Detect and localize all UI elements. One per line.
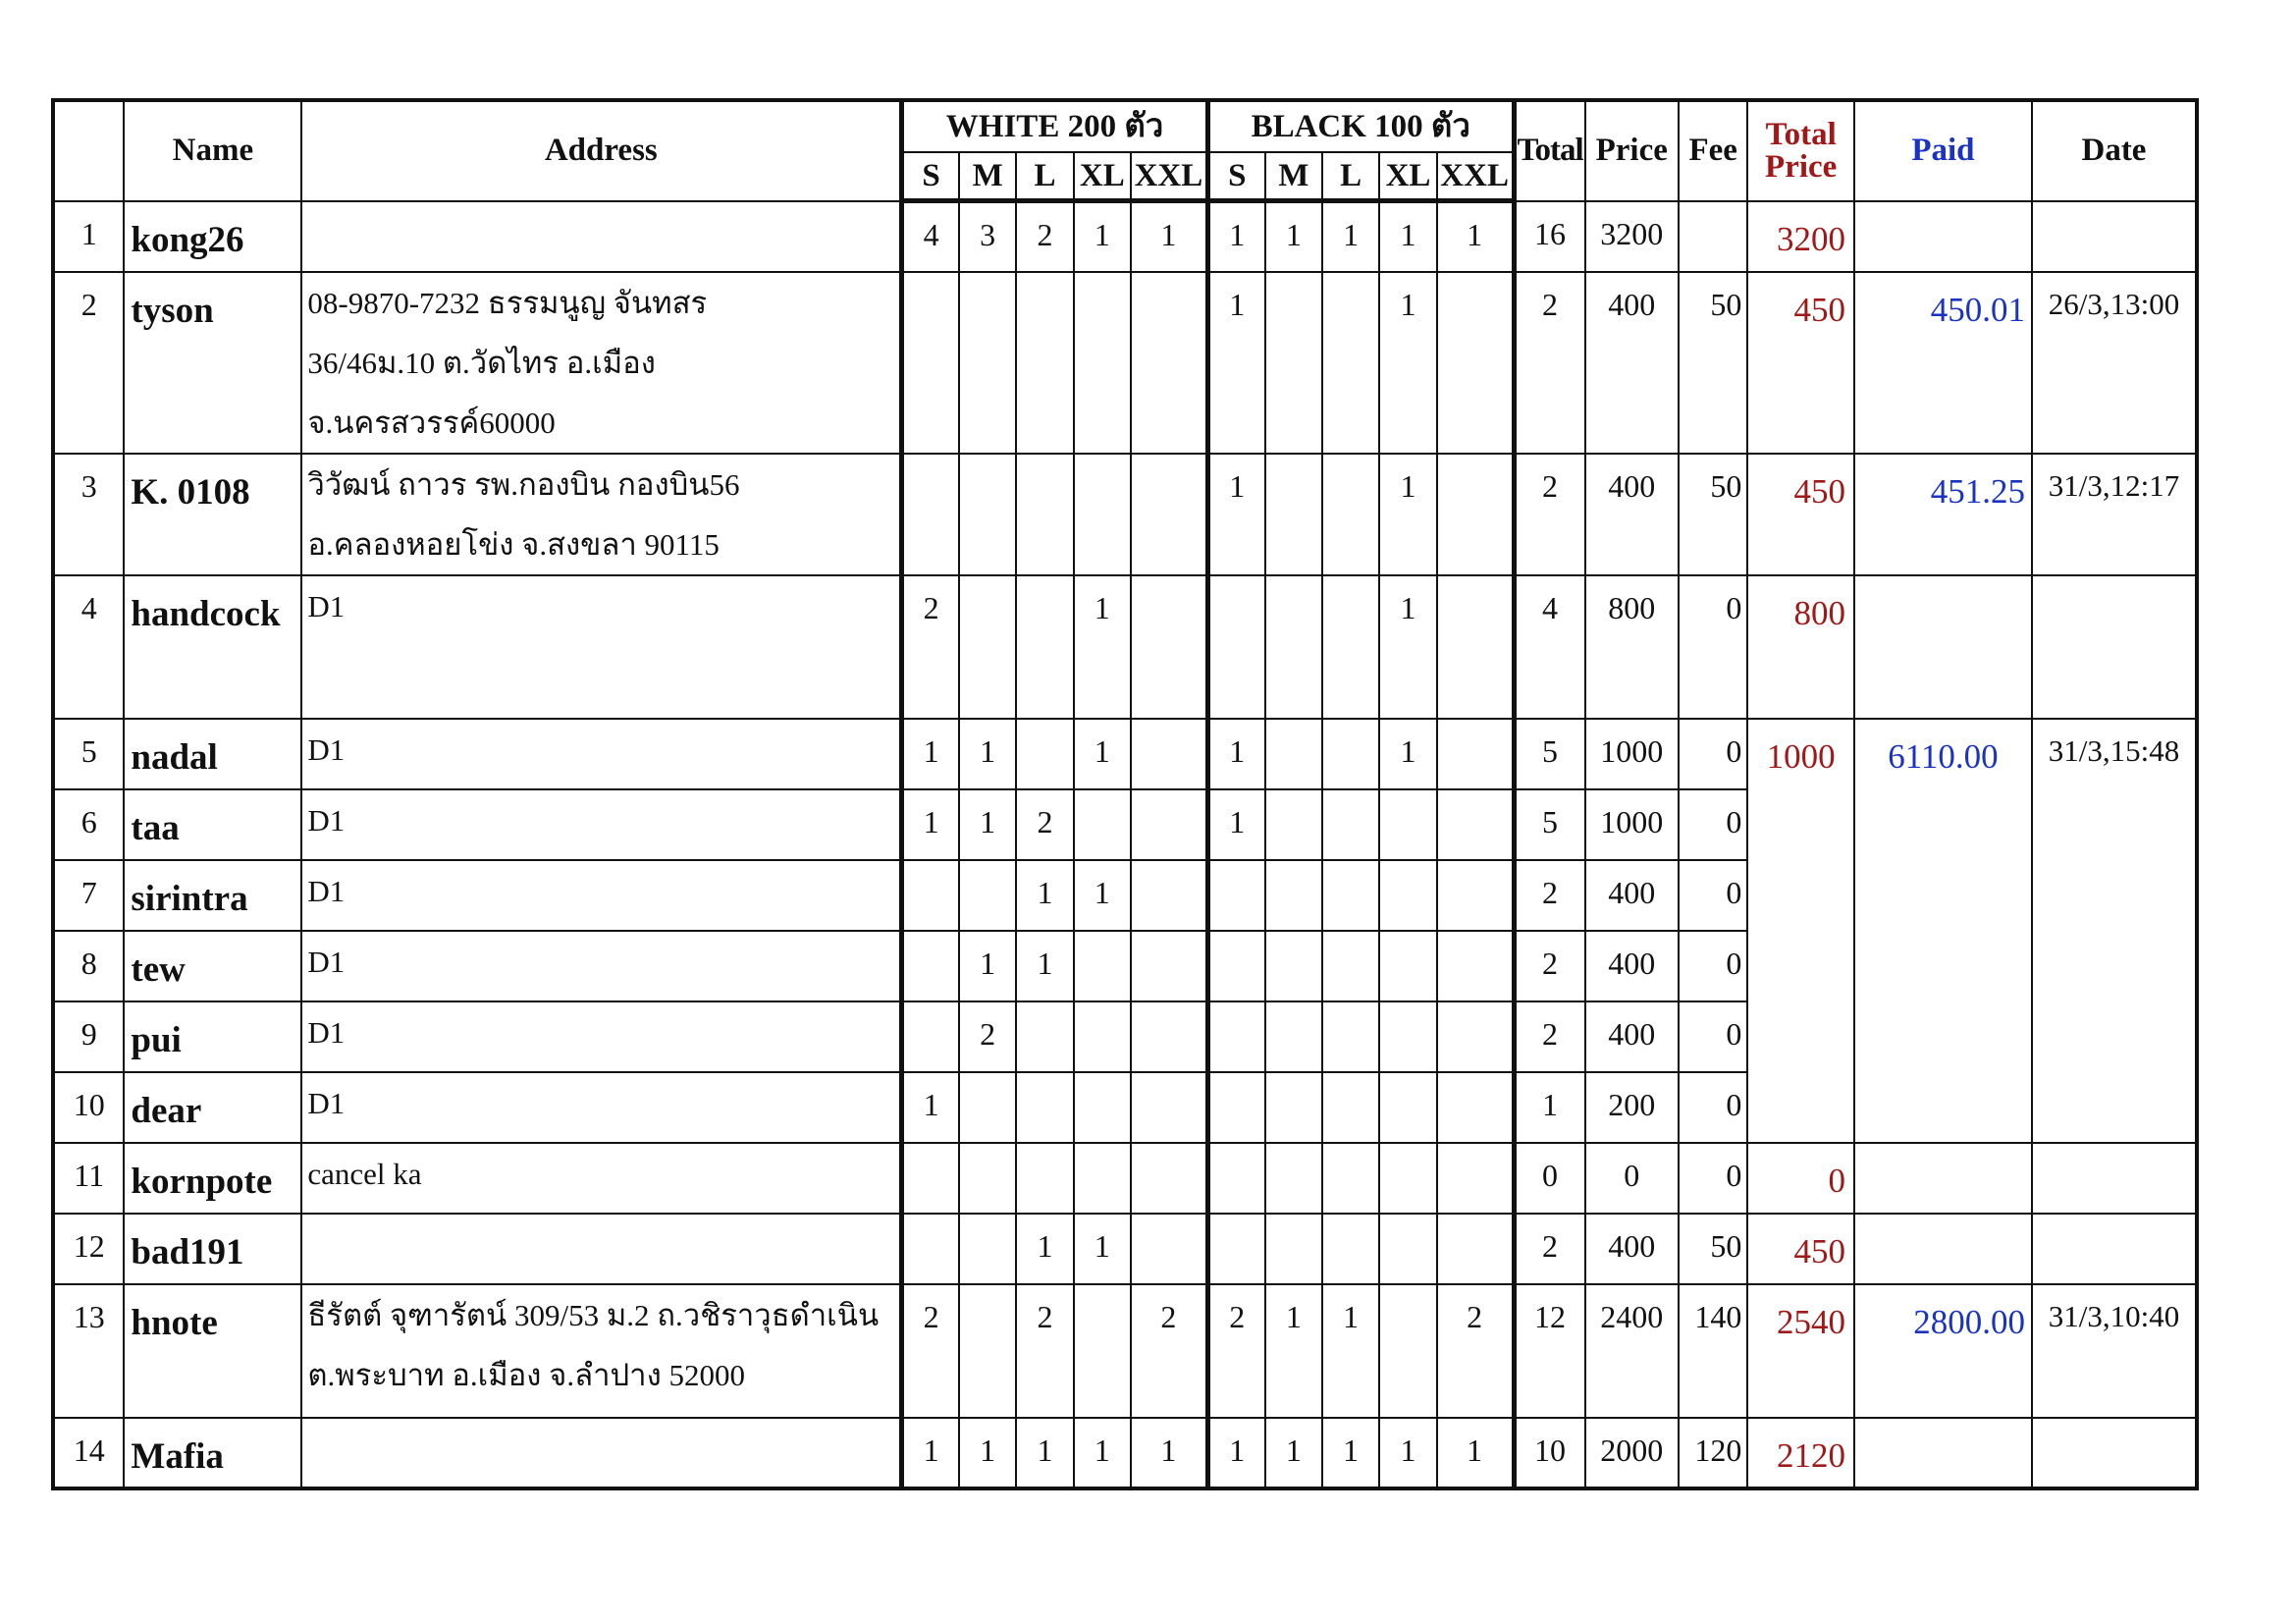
white-qty-m: [959, 1284, 1016, 1418]
black-qty-xl: 1: [1379, 575, 1436, 719]
black-qty-m: [1265, 1143, 1322, 1214]
white-qty-s: 1: [902, 1072, 959, 1143]
customer-address: [301, 272, 901, 454]
white-qty-xxl: 1: [1131, 1418, 1207, 1488]
white-qty-l: [1016, 1001, 1073, 1072]
row-fee: 0: [1679, 575, 1747, 719]
row-number: 14: [53, 1418, 124, 1488]
row-fee: 140: [1679, 1284, 1747, 1418]
black-qty-s: 1: [1207, 201, 1264, 272]
customer-address: [301, 1214, 901, 1284]
black-qty-xl: [1379, 1072, 1436, 1143]
row-fee: 50: [1679, 454, 1747, 575]
header-black-size-l: L: [1322, 152, 1379, 201]
header-black-group: BLACK 100 ตัว: [1207, 100, 1514, 152]
black-qty-xxl: [1437, 1072, 1514, 1143]
black-qty-l: [1322, 1143, 1379, 1214]
address-line: วิวัฒน์ ถาวร รพ.กองบิน กองบิน56: [307, 466, 740, 502]
paid-amount: [1854, 1143, 2032, 1214]
table-row: [53, 201, 2197, 272]
row-total: 5: [1514, 719, 1584, 789]
row-total: 1: [1514, 1072, 1584, 1143]
customer-name: taa: [124, 789, 301, 860]
customer-name: kornpote: [124, 1143, 301, 1214]
black-qty-s: 1: [1207, 1418, 1264, 1488]
row-total: 16: [1514, 201, 1584, 272]
white-qty-xxl: [1131, 931, 1207, 1001]
row-fee: 50: [1679, 272, 1747, 454]
paid-amount: 450.01: [1854, 272, 2032, 454]
black-qty-m: [1265, 789, 1322, 860]
payment-date: [2032, 1143, 2197, 1214]
black-qty-xxl: 1: [1437, 201, 1514, 272]
white-qty-l: [1016, 719, 1073, 789]
row-price: 3200: [1585, 201, 1680, 272]
black-qty-xl: [1379, 931, 1436, 1001]
white-qty-xxl: [1131, 1143, 1207, 1214]
black-qty-xxl: [1437, 719, 1514, 789]
white-qty-s: 4: [902, 201, 959, 272]
total-price: 450: [1747, 272, 1854, 454]
customer-address: [301, 575, 901, 719]
payment-date: [2032, 1418, 2197, 1488]
address-line: D1: [307, 731, 346, 767]
payment-date: 31/3,12:17: [2032, 454, 2197, 575]
row-price: 400: [1585, 860, 1680, 931]
row-number: 6: [53, 789, 124, 860]
white-qty-m: [959, 1143, 1016, 1214]
black-qty-m: [1265, 931, 1322, 1001]
header-paid: Paid: [1854, 100, 2032, 201]
customer-address: [301, 1418, 901, 1488]
row-number: 11: [53, 1143, 124, 1214]
white-qty-l: [1016, 1072, 1073, 1143]
white-qty-xl: 1: [1074, 201, 1131, 272]
address-line: D1: [307, 588, 346, 623]
black-qty-m: [1265, 575, 1322, 719]
customer-address: [301, 201, 901, 272]
black-qty-s: [1207, 1001, 1264, 1072]
customer-address: [301, 719, 901, 789]
row-number: 9: [53, 1001, 124, 1072]
black-qty-xl: [1379, 1214, 1436, 1284]
address-line: ต.พระบาท อ.เมือง จ.ลำปาง 52000: [307, 1357, 745, 1392]
table-row: [53, 1214, 2197, 1284]
header-name: Name: [124, 100, 301, 201]
black-qty-s: 1: [1207, 272, 1264, 454]
row-fee: 0: [1679, 719, 1747, 789]
order-sheet: [51, 98, 2199, 1490]
white-qty-xxl: 2: [1131, 1284, 1207, 1418]
white-qty-s: [902, 860, 959, 931]
white-qty-xxl: [1131, 454, 1207, 575]
address-line: ธีรัตต์ จุฑารัตน์ 309/53 ม.2 ถ.วชิราวุธดำเนิน: [307, 1297, 880, 1332]
paid-amount: 6110.00: [1854, 719, 2032, 1143]
payment-date: [2032, 575, 2197, 719]
white-qty-m: [959, 1214, 1016, 1284]
row-price: 400: [1585, 1214, 1680, 1284]
row-price: 1000: [1585, 789, 1680, 860]
black-qty-xxl: [1437, 860, 1514, 931]
table-row: [53, 1284, 2197, 1418]
row-fee: 0: [1679, 1143, 1747, 1214]
black-qty-xl: 1: [1379, 272, 1436, 454]
white-qty-xl: [1074, 1072, 1131, 1143]
white-qty-s: [902, 1214, 959, 1284]
total-price: 0: [1747, 1143, 1854, 1214]
white-qty-m: [959, 454, 1016, 575]
row-price: 2400: [1585, 1284, 1680, 1418]
black-qty-xl: [1379, 1001, 1436, 1072]
black-qty-l: [1322, 1072, 1379, 1143]
black-qty-l: 1: [1322, 1284, 1379, 1418]
header-white-group: WHITE 200 ตัว: [902, 100, 1208, 152]
black-qty-l: [1322, 454, 1379, 575]
row-total: 10: [1514, 1418, 1584, 1488]
white-qty-xxl: [1131, 1072, 1207, 1143]
address-line: D1: [307, 873, 346, 908]
black-qty-l: [1322, 860, 1379, 931]
white-qty-xxl: [1131, 1001, 1207, 1072]
customer-name: bad191: [124, 1214, 301, 1284]
white-qty-s: [902, 1143, 959, 1214]
row-total: 2: [1514, 860, 1584, 931]
address-line: 08-9870-7232 ธรรมนูญ จันทสร: [307, 285, 708, 320]
row-price: 0: [1585, 1143, 1680, 1214]
row-fee: 0: [1679, 1072, 1747, 1143]
row-number: 1: [53, 201, 124, 272]
customer-name: pui: [124, 1001, 301, 1072]
row-price: 800: [1585, 575, 1680, 719]
row-fee: [1679, 201, 1747, 272]
black-qty-l: [1322, 272, 1379, 454]
header-total: Total: [1514, 100, 1584, 201]
black-qty-s: 1: [1207, 454, 1264, 575]
customer-address: [301, 931, 901, 1001]
white-qty-s: [902, 454, 959, 575]
row-total: 5: [1514, 789, 1584, 860]
row-total: 0: [1514, 1143, 1584, 1214]
customer-address: [301, 454, 901, 575]
customer-name: hnote: [124, 1284, 301, 1418]
black-qty-m: [1265, 719, 1322, 789]
address-line: D1: [307, 802, 346, 838]
row-fee: 120: [1679, 1418, 1747, 1488]
table-row: [53, 575, 2197, 719]
black-qty-xl: [1379, 1143, 1436, 1214]
white-qty-m: 1: [959, 719, 1016, 789]
black-qty-s: 1: [1207, 789, 1264, 860]
customer-name: sirintra: [124, 860, 301, 931]
black-qty-l: [1322, 575, 1379, 719]
payment-date: [2032, 201, 2197, 272]
row-total: 2: [1514, 1214, 1584, 1284]
row-fee: 0: [1679, 789, 1747, 860]
header-black-size-m: M: [1265, 152, 1322, 201]
black-qty-xxl: [1437, 1143, 1514, 1214]
black-qty-l: [1322, 719, 1379, 789]
black-qty-xxl: [1437, 1001, 1514, 1072]
header-date: Date: [2032, 100, 2197, 201]
customer-address: [301, 1001, 901, 1072]
white-qty-m: [959, 860, 1016, 931]
table-row: [53, 272, 2197, 454]
black-qty-xl: [1379, 789, 1436, 860]
black-qty-m: [1265, 272, 1322, 454]
row-total: 2: [1514, 1001, 1584, 1072]
header-white-size-m: M: [959, 152, 1016, 201]
customer-name: dear: [124, 1072, 301, 1143]
address-line: D1: [307, 944, 346, 979]
header-white-size-s: S: [902, 152, 959, 201]
white-qty-m: 1: [959, 931, 1016, 1001]
white-qty-xl: 1: [1074, 1214, 1131, 1284]
header-total-price: Total Price: [1747, 100, 1854, 201]
black-qty-xl: [1379, 860, 1436, 931]
row-number: 3: [53, 454, 124, 575]
white-qty-xxl: [1131, 272, 1207, 454]
header-rows: [53, 100, 2197, 201]
black-qty-xxl: 2: [1437, 1284, 1514, 1418]
black-qty-m: 1: [1265, 1284, 1322, 1418]
address-line: 36/46ม.10 ต.วัดไทร อ.เมือง: [307, 345, 656, 380]
payment-date: 31/3,10:40: [2032, 1284, 2197, 1418]
white-qty-xxl: [1131, 860, 1207, 931]
row-number: 10: [53, 1072, 124, 1143]
white-qty-l: 1: [1016, 931, 1073, 1001]
black-qty-m: 1: [1265, 201, 1322, 272]
black-qty-xxl: 1: [1437, 1418, 1514, 1488]
white-qty-s: 1: [902, 789, 959, 860]
row-price: 400: [1585, 272, 1680, 454]
header-black-size-xxl: XXL: [1437, 152, 1514, 201]
row-fee: 50: [1679, 1214, 1747, 1284]
table-row: [53, 454, 2197, 575]
customer-name: Mafia: [124, 1418, 301, 1488]
white-qty-s: [902, 1001, 959, 1072]
header-index: [53, 100, 124, 201]
total-price: 1000: [1747, 719, 1854, 1143]
black-qty-s: [1207, 860, 1264, 931]
black-qty-l: 1: [1322, 1418, 1379, 1488]
black-qty-m: 1: [1265, 1418, 1322, 1488]
black-qty-m: [1265, 1001, 1322, 1072]
payment-date: 26/3,13:00: [2032, 272, 2197, 454]
customer-name: kong26: [124, 201, 301, 272]
header-address: Address: [301, 100, 901, 201]
black-qty-m: [1265, 860, 1322, 931]
black-qty-l: [1322, 931, 1379, 1001]
white-qty-m: 2: [959, 1001, 1016, 1072]
row-total: 12: [1514, 1284, 1584, 1418]
address-line: D1: [307, 1014, 346, 1050]
row-fee: 0: [1679, 860, 1747, 931]
white-qty-xl: 1: [1074, 1418, 1131, 1488]
white-qty-s: 1: [902, 1418, 959, 1488]
payment-date: [2032, 1214, 2197, 1284]
total-price: 450: [1747, 454, 1854, 575]
row-price: 400: [1585, 931, 1680, 1001]
black-qty-s: 2: [1207, 1284, 1264, 1418]
row-total: 2: [1514, 931, 1584, 1001]
paid-amount: [1854, 1418, 2032, 1488]
paid-amount: 2800.00: [1854, 1284, 2032, 1418]
black-qty-xxl: [1437, 454, 1514, 575]
black-qty-xl: [1379, 1284, 1436, 1418]
black-qty-s: 1: [1207, 719, 1264, 789]
address-line: cancel ka: [307, 1156, 422, 1191]
row-number: 8: [53, 931, 124, 1001]
black-qty-s: [1207, 1072, 1264, 1143]
customer-name: nadal: [124, 719, 301, 789]
white-qty-l: 2: [1016, 1284, 1073, 1418]
black-qty-s: [1207, 931, 1264, 1001]
header-white-size-xxl: XXL: [1131, 152, 1207, 201]
white-qty-l: 1: [1016, 860, 1073, 931]
table-row: [53, 719, 2197, 789]
white-qty-l: 1: [1016, 1214, 1073, 1284]
white-qty-xl: 1: [1074, 860, 1131, 931]
address-line: อ.คลองหอยโข่ง จ.สงขลา 90115: [307, 526, 720, 562]
paid-amount: [1854, 1214, 2032, 1284]
white-qty-m: [959, 1072, 1016, 1143]
row-number: 2: [53, 272, 124, 454]
white-qty-l: [1016, 454, 1073, 575]
white-qty-l: [1016, 1143, 1073, 1214]
white-qty-xl: [1074, 272, 1131, 454]
row-fee: 0: [1679, 931, 1747, 1001]
white-qty-l: [1016, 575, 1073, 719]
customer-name: handcock: [124, 575, 301, 719]
black-qty-s: [1207, 1143, 1264, 1214]
header-white-size-xl: XL: [1074, 152, 1131, 201]
customer-address: [301, 1072, 901, 1143]
white-qty-m: [959, 575, 1016, 719]
white-qty-xl: [1074, 454, 1131, 575]
black-qty-l: 1: [1322, 201, 1379, 272]
row-number: 4: [53, 575, 124, 719]
black-qty-xxl: [1437, 1214, 1514, 1284]
black-qty-l: [1322, 1001, 1379, 1072]
total-price: 3200: [1747, 201, 1854, 272]
total-price: 2120: [1747, 1418, 1854, 1488]
white-qty-s: 2: [902, 1284, 959, 1418]
black-qty-xl: 1: [1379, 454, 1436, 575]
row-total: 2: [1514, 272, 1584, 454]
total-price: 450: [1747, 1214, 1854, 1284]
black-qty-xxl: [1437, 272, 1514, 454]
black-qty-m: [1265, 1072, 1322, 1143]
black-qty-s: [1207, 1214, 1264, 1284]
white-qty-s: 1: [902, 719, 959, 789]
black-qty-xl: 1: [1379, 201, 1436, 272]
white-qty-xl: [1074, 789, 1131, 860]
order-rows: [53, 201, 2197, 1488]
row-total: 4: [1514, 575, 1584, 719]
white-qty-xxl: 1: [1131, 201, 1207, 272]
white-qty-xxl: [1131, 1214, 1207, 1284]
black-qty-s: [1207, 575, 1264, 719]
white-qty-l: 1: [1016, 1418, 1073, 1488]
black-qty-m: [1265, 454, 1322, 575]
row-number: 7: [53, 860, 124, 931]
header-black-size-s: S: [1207, 152, 1264, 201]
white-qty-l: [1016, 272, 1073, 454]
white-qty-l: 2: [1016, 789, 1073, 860]
black-qty-l: [1322, 789, 1379, 860]
white-qty-m: 1: [959, 1418, 1016, 1488]
white-qty-s: 2: [902, 575, 959, 719]
white-qty-xl: [1074, 931, 1131, 1001]
total-price: 800: [1747, 575, 1854, 719]
white-qty-s: [902, 931, 959, 1001]
white-qty-xl: 1: [1074, 719, 1131, 789]
header-white-size-l: L: [1016, 152, 1073, 201]
black-qty-xl: 1: [1379, 719, 1436, 789]
row-price: 2000: [1585, 1418, 1680, 1488]
address-line: D1: [307, 1085, 346, 1120]
white-qty-m: 1: [959, 789, 1016, 860]
table-row: [53, 1418, 2197, 1488]
black-qty-xl: 1: [1379, 1418, 1436, 1488]
paid-amount: [1854, 201, 2032, 272]
row-number: 5: [53, 719, 124, 789]
white-qty-s: [902, 272, 959, 454]
white-qty-xl: 1: [1074, 575, 1131, 719]
white-qty-xxl: [1131, 789, 1207, 860]
row-price: 1000: [1585, 719, 1680, 789]
customer-name: K. 0108: [124, 454, 301, 575]
black-qty-m: [1265, 1214, 1322, 1284]
white-qty-xl: [1074, 1143, 1131, 1214]
row-number: 13: [53, 1284, 124, 1418]
header-price: Price: [1585, 100, 1680, 201]
payment-date: 31/3,15:48: [2032, 719, 2197, 1143]
customer-address: [301, 1143, 901, 1214]
row-fee: 0: [1679, 1001, 1747, 1072]
white-qty-xl: [1074, 1284, 1131, 1418]
white-qty-m: [959, 272, 1016, 454]
white-qty-xxl: [1131, 575, 1207, 719]
customer-address: [301, 860, 901, 931]
header-black-size-xl: XL: [1379, 152, 1436, 201]
table-row: [53, 1143, 2197, 1214]
row-price: 400: [1585, 454, 1680, 575]
address-line: จ.นครสวรรค์60000: [307, 405, 556, 440]
customer-name: tyson: [124, 272, 301, 454]
total-price: 2540: [1747, 1284, 1854, 1418]
customer-name: tew: [124, 931, 301, 1001]
paid-amount: 451.25: [1854, 454, 2032, 575]
white-qty-xxl: [1131, 719, 1207, 789]
row-price: 200: [1585, 1072, 1680, 1143]
black-qty-l: [1322, 1214, 1379, 1284]
black-qty-xxl: [1437, 931, 1514, 1001]
customer-address: [301, 1284, 901, 1418]
white-qty-l: 2: [1016, 201, 1073, 272]
row-total: 2: [1514, 454, 1584, 575]
row-price: 400: [1585, 1001, 1680, 1072]
black-qty-xxl: [1437, 575, 1514, 719]
customer-address: [301, 789, 901, 860]
black-qty-xxl: [1437, 789, 1514, 860]
white-qty-m: 3: [959, 201, 1016, 272]
paid-amount: [1854, 575, 2032, 719]
row-number: 12: [53, 1214, 124, 1284]
header-fee: Fee: [1679, 100, 1747, 201]
white-qty-xl: [1074, 1001, 1131, 1072]
